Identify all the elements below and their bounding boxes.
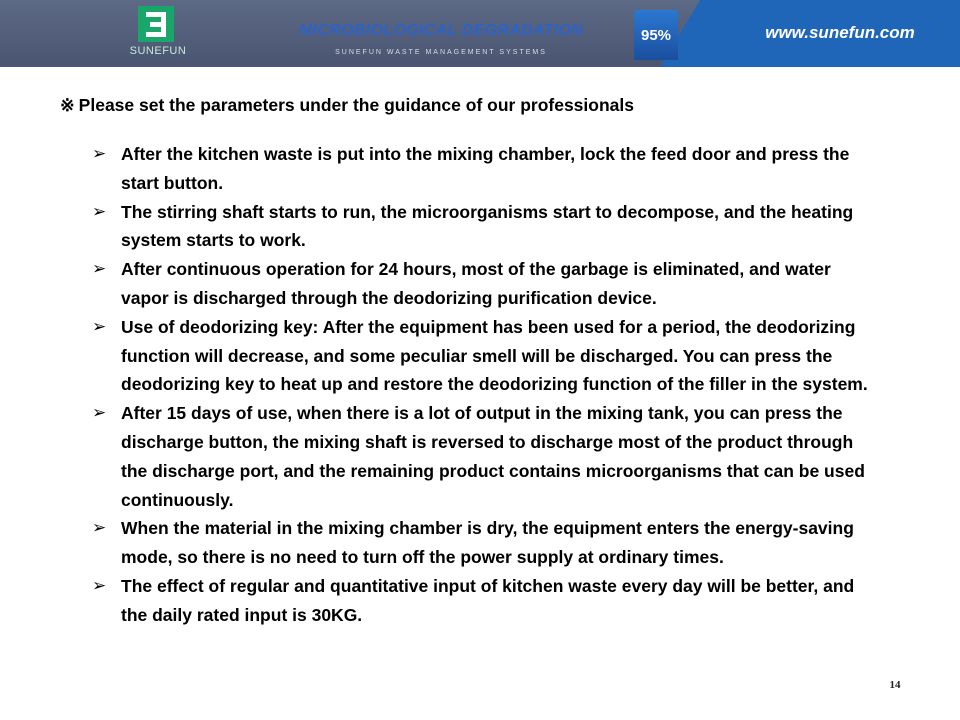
instruction-list — [92, 140, 882, 630]
list-item-text: The stirring shaft starts to run, the microorganisms start to decompose, and the heating system starts to work. — [121, 201, 854, 251]
arrow-bullet-icon: ➢ — [92, 403, 107, 424]
arrow-bullet-icon: ➢ — [92, 259, 107, 280]
header-subtitle: SUNEFUN WASTE MANAGEMENT SYSTEMS — [335, 49, 547, 56]
arrow-bullet-icon: ➢ — [92, 316, 107, 337]
list-item-text: After 15 days of use, when there is a lot of output in the mixing tank, you can press the discharge button, the mixing shaft is reversed to discharge most of the product through the discharge port, and the remaining product contains microorganisms that can be used continuously. — [121, 403, 865, 510]
list-item-text: When the material in the mixing chamber is dry, the equipment enters the energy-saving mode, so there is no need to turn off the power supply at ordinary times. — [121, 518, 854, 568]
sunefun-logo-icon — [136, 4, 176, 44]
list-item-text: Use of deodorizing key: After the equipment has been used for a period, the deodorizing function will decrease, and some peculiar smell will be discharged. You can press the deodorizing key to heat up and restore the deodorizing function of the filler in the system. — [121, 316, 868, 395]
page-heading — [60, 95, 920, 116]
list-item — [92, 140, 882, 198]
page-heading-text: Please set the parameters under the guidance of our professionals — [78, 95, 634, 115]
header-banner — [0, 0, 960, 67]
percent-badge: 95% — [634, 10, 678, 60]
header-title: MICROBIOLOGICAL DEGRADATION — [299, 22, 583, 39]
list-item — [92, 198, 882, 256]
arrow-bullet-icon: ➢ — [92, 575, 107, 596]
website-url: www.sunefun.com — [765, 23, 915, 42]
list-item — [92, 572, 882, 630]
list-item — [92, 255, 882, 313]
reference-mark-icon: ※ — [60, 95, 75, 115]
arrow-bullet-icon: ➢ — [92, 201, 107, 222]
list-item-text: The effect of regular and quantitative input of kitchen waste every day will be better, and the daily rated input is 30KG. — [121, 575, 855, 625]
list-item-text: After the kitchen waste is put into the mixing chamber, lock the feed door and press the start button. — [121, 144, 850, 193]
list-item-text: After continuous operation for 24 hours, most of the garbage is eliminated, and water vapor is discharged through the deodorizing purification device. — [121, 259, 831, 308]
list-item — [92, 399, 882, 514]
logo-text: SUNEFUN — [129, 45, 187, 57]
arrow-bullet-icon: ➢ — [92, 144, 107, 164]
page-number: 14 — [889, 679, 901, 691]
arrow-bullet-icon: ➢ — [92, 518, 107, 539]
list-item — [92, 514, 882, 572]
list-item — [92, 313, 882, 399]
